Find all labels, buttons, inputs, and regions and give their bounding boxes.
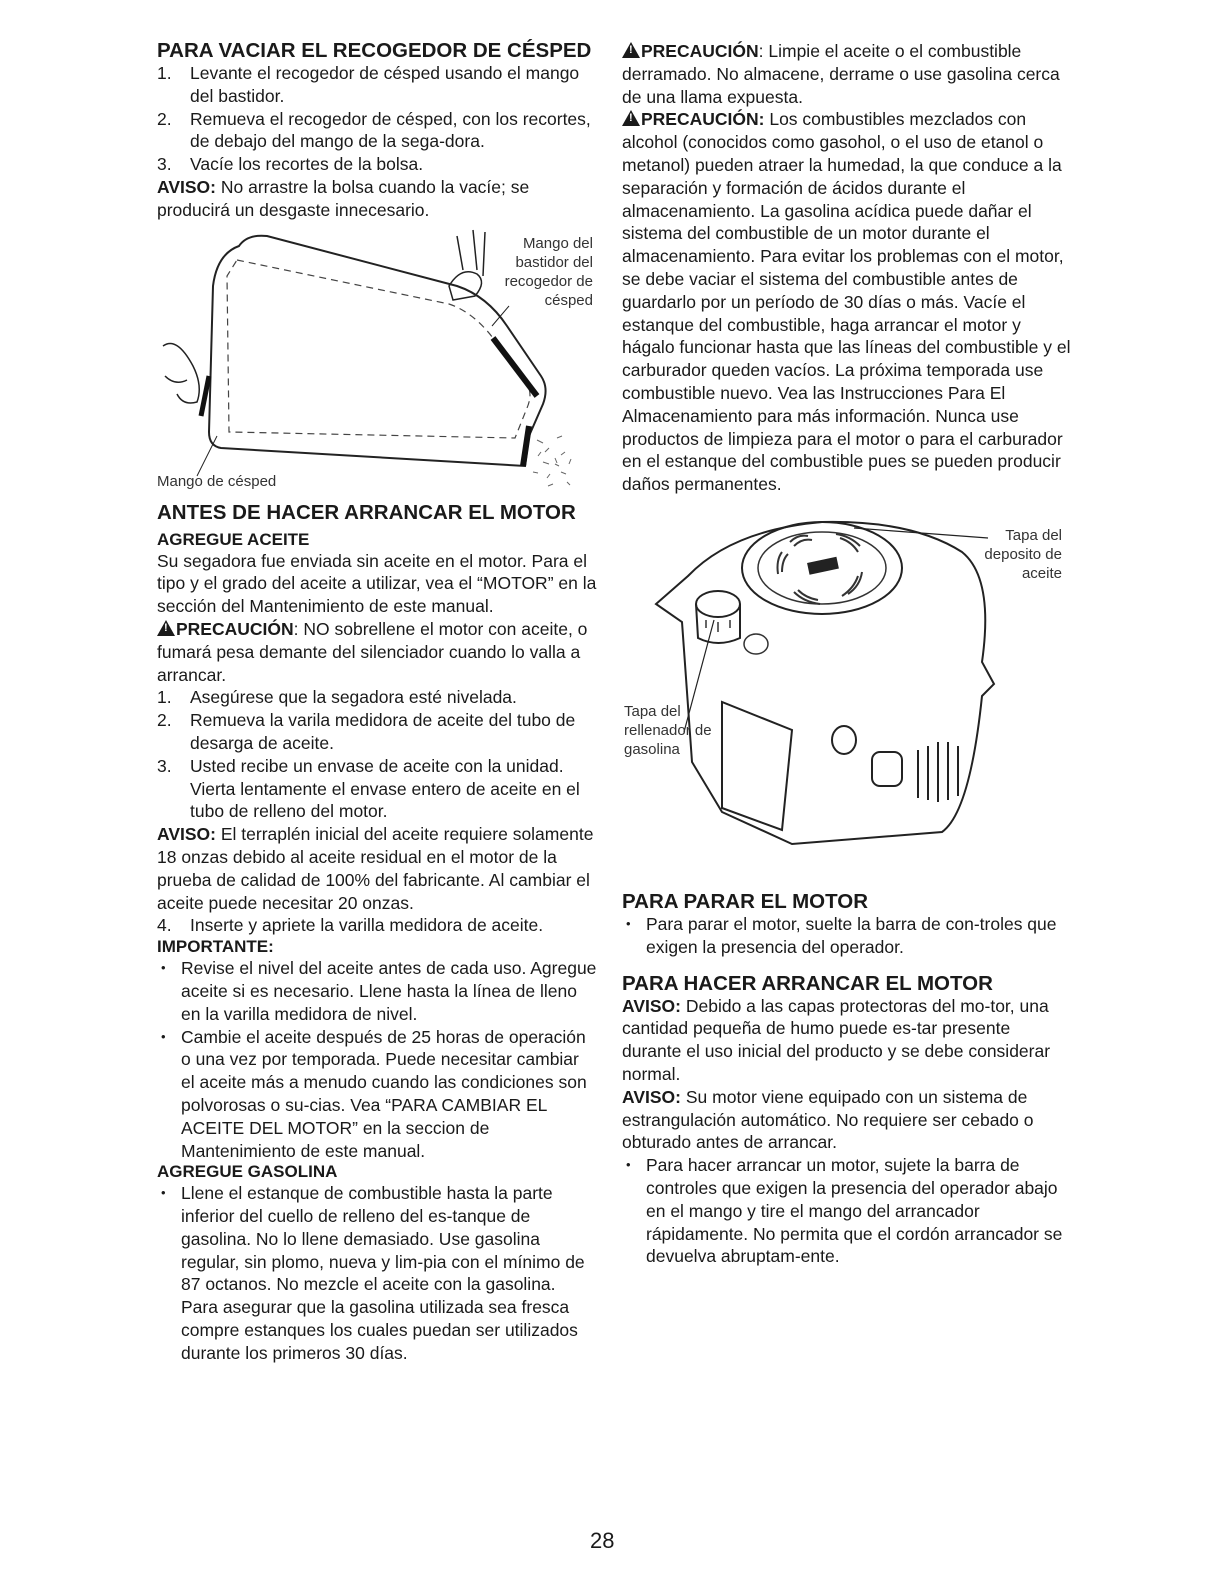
caution-label: PRECAUCIÓN	[641, 41, 759, 61]
list-item: 2. Remueva el recogedor de césped, con los recortes, de debajo del mango de la sega-dora.	[157, 108, 591, 152]
notice-paragraph: AVISO: Su motor viene equipado con un sistema de estrangulación automático. No requiere ser cebado o obturado antes de arrancar.	[622, 1086, 1034, 1153]
oil-step-4	[157, 914, 597, 937]
warning-icon	[622, 110, 640, 126]
right-column	[622, 40, 1072, 1268]
caution-paragraph: !PRECAUCIÓN: Limpie el aceite o el combustible derramado. No almacene, derrame o use gasolina cerca de una llama expuesta.	[622, 40, 1072, 108]
empty-bag-steps	[157, 62, 597, 176]
list-item: 3. Vacíe los recortes de la bolsa.	[157, 154, 424, 175]
warning-icon	[622, 42, 640, 58]
warning-icon	[157, 620, 175, 636]
stop-bullets	[622, 913, 1072, 959]
page-number: 28	[590, 1528, 615, 1553]
list-item: • Para parar el motor, suelte la barra de con-troles que exigen la presencia del operador.	[622, 913, 1072, 959]
subsection-title-add-oil: AGREGUE ACEITE	[157, 529, 310, 549]
subsection-title-add-gas: AGREGUE GASOLINA	[157, 1162, 338, 1182]
notice-label: AVISO:	[157, 824, 216, 845]
notice-paragraph: AVISO: No arrastre la bolsa cuando la vacíe; se producirá un desgaste innecesario.	[157, 176, 530, 220]
list-item: • Para hacer arrancar un motor, sujete la barra de controles que exigen la presencia del operador abajo en el mango y tire el mango del arrancador rápidamente. No permita que el cordón arrancador se devuelva abruptam-ente.	[622, 1154, 1072, 1268]
list-item: • Cambie el aceite después de 25 horas de operación o una vez por temporada. Puede necesitar cambiar el aceite más a menudo cuando las condiciones son polvorosas o su-cias. Vea “PARA CAMBIAR EL ACEITE DEL MOTOR” en la seccion de Mantenimiento de este manual.	[157, 1026, 597, 1163]
list-item: 3. Usted recibe un envase de aceite con la unidad. Vierta lentamente el envase entero de aceite en el tubo de relleno del motor.	[157, 755, 580, 822]
notice-label: AVISO:	[622, 1086, 681, 1107]
list-item: 2. Remueva la varila medidora de aceite del tubo de desarga de aceite.	[157, 710, 576, 753]
list-item: 4. Inserte y apriete la varilla medidora de aceite.	[157, 915, 544, 936]
notice-paragraph: AVISO: El terraplén inicial del aceite requiere solamente 18 onzas debido al aceite residual en el motor de la prueba de calidad de 100% del fabricante. Al cambiar el aceite puede necesitar 20 onzas.	[157, 824, 594, 913]
notice-label: AVISO:	[157, 176, 216, 197]
figure-label-bag-handle: Mango del bastidor del recogedor de césped	[504, 234, 593, 309]
important-label: IMPORTANTE:	[157, 937, 274, 957]
caution-label: PRECAUCIÓN	[176, 618, 294, 639]
start-bullets	[622, 1154, 1072, 1268]
paragraph: Su segadora fue enviada sin aceite en el motor. Para el tipo y el grado del aceite a utilizar, vea el “MOTOR” en la sección del Mantenimiento de este manual.	[157, 550, 597, 617]
caution-label: PRECAUCIÓN:	[641, 109, 765, 130]
important-bullets	[157, 957, 597, 1162]
figure-label-oil-cap: Tapa del deposito de aceite	[984, 526, 1062, 582]
notice-paragraph: AVISO: Debido a las capas protectoras del mo-tor, una cantidad pequeña de humo puede es-tar presente durante el uso inicial del producto y se debe considerar normal.	[622, 995, 1051, 1084]
list-item: 1. Levante el recogedor de césped usando el mango del bastidor.	[157, 63, 580, 106]
section-title-start-engine: PARA HACER ARRANCAR EL MOTOR	[622, 971, 993, 995]
engine-illustration	[622, 512, 1072, 877]
figure-label-grass-handle: Mango de césped	[157, 472, 277, 490]
left-column	[157, 40, 597, 1365]
caution-paragraph: !PRECAUCIÓN: Los combustibles mezclados con alcohol (conocidos como gasohol, o el uso de etanol o metanol) pueden atraer la humedad, la que conduce a la separación y formación de ácidos durante el almacenamiento. La gasolina acídica puede dañar el sistema del combustible de un motor durante el almacenamiento. Para evitar los problemas con el motor, se debe vaciar el sistema del combustible antes de guardarlo por un período de 30 días o más. Vacíe el estanque del combustible, haga arrancar el motor y hágalo funcionar hasta que las líneas del combustible y el carburador queden vacíos. La próxima temporada use combustible nuevo. Vea las Instrucciones Para El Almacenamiento para más información. Nunca use productos de limpieza para el motor o para el carburador en el estanque del combustible pues se pueden producir daños permanentes.	[622, 108, 1072, 496]
list-item: • Revise el nivel del aceite antes de cada uso. Agregue aceite si es necesario. Llene hasta la línea de lleno en la varilla medidora de nivel.	[157, 957, 597, 1025]
caution-paragraph: !PRECAUCIÓN: NO sobrellene el motor con aceite, o fumará pesa demante del silenciador cuando lo valla a arrancar.	[157, 618, 597, 686]
figure-label-fuel-cap: Tapa del rellenador de gasolina	[624, 702, 712, 758]
gas-bullets	[157, 1182, 597, 1364]
grass-bag-illustration	[157, 226, 597, 496]
section-title-empty-bag: PARA VACIAR EL RECOGEDOR DE CÉSPED	[157, 39, 592, 62]
list-item: • Llene el estanque de combustible hasta la parte inferior del cuello de relleno del es-tanque de gasolina. No lo llene demasiado. Use gasolina regular, sin plomo, nueva y lim-pia con el mínimo de 87 octanos. No mezcle el aceite con la gasolina. Para asegurar que la gasolina utilizada sea fresca compre estanques los cuales puedan ser utilizados durante los primeros 30 días.	[157, 1182, 597, 1364]
section-title-stop-engine: PARA PARAR EL MOTOR	[622, 889, 869, 913]
list-item: 1. Asegúrese que la segadora esté nivelada.	[157, 687, 517, 708]
notice-label: AVISO:	[622, 995, 681, 1016]
oil-steps	[157, 686, 597, 823]
section-title-before-start: ANTES DE HACER ARRANCAR EL MOTOR	[157, 500, 576, 524]
